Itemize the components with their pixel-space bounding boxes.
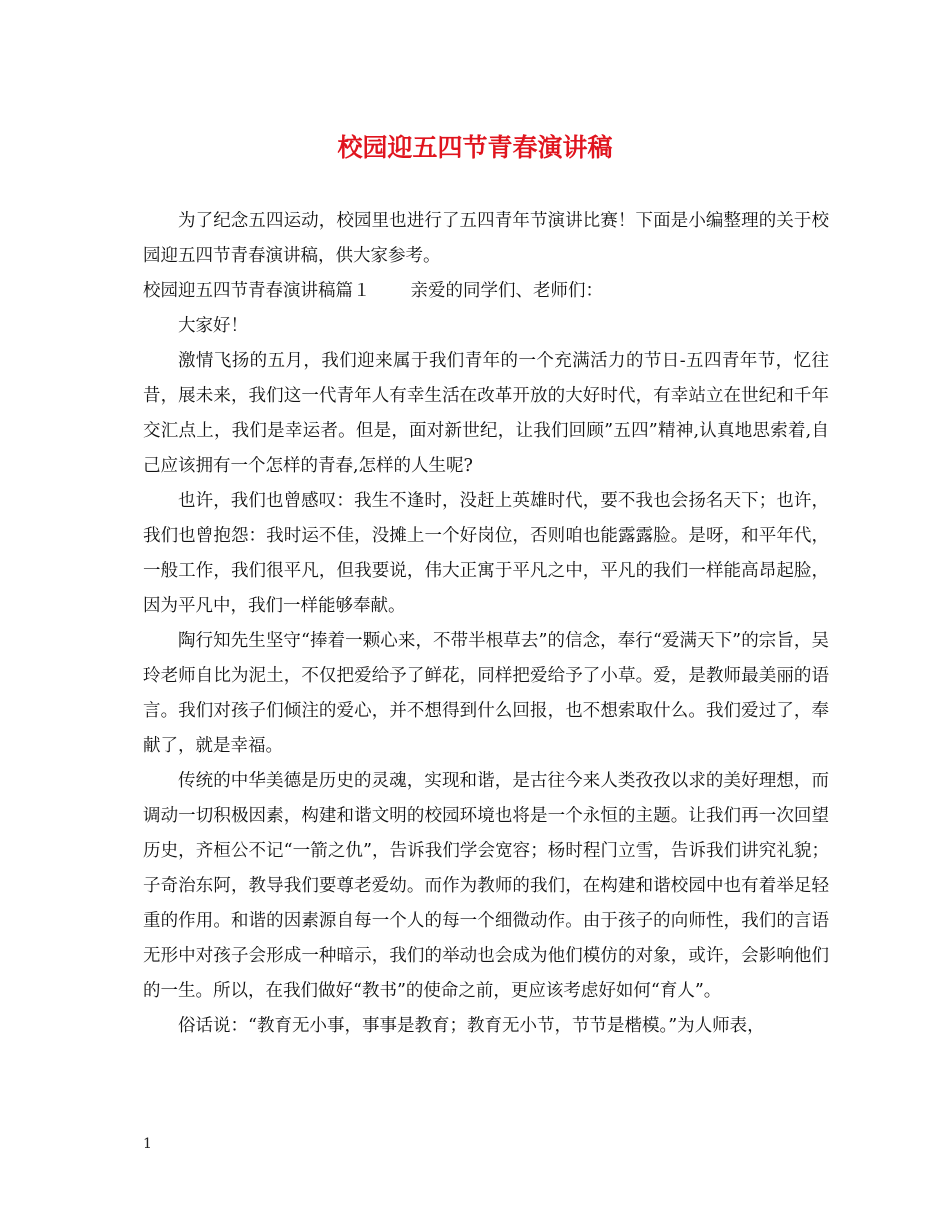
section-heading-line: [143, 274, 829, 309]
page-number: 1: [143, 1136, 152, 1152]
body-paragraph: 传统的中华美德是历史的灵魂，实现和谐，是古往今来人类孜孜以求的美好理想，而调动一切积极因素，构建和谐文明的校园环境也将是一个永恒的主题。让我们再一次回望历史，齐桓公不记“一箭之仇”，告诉我们学会宽容；杨时程门立雪，告诉我们讲究礼貌；子奇治东阿，教导我们要尊老爱幼。而作为教师的我们，在构建和谐校园中也有着举足轻重的作用。和谐的因素源自每一个人的每一个细微动作。由于孩子的向师性，我们的言语无形中对孩子会形成一种暗示，我们的举动也会成为他们模仿的对象，或许，会影响他们的一生。所以，在我们做好“教书”的使命之前，更应该考虑好如何“育人”。: [143, 771, 829, 1001]
section-heading: 校园迎五四节青春演讲稿篇１: [143, 281, 371, 301]
salutation: 亲爱的同学们、老师们：: [410, 281, 603, 301]
body-paragraph-greeting: 大家好！: [178, 316, 248, 336]
intro-paragraph: 为了纪念五四运动，校园里也进行了五四青年节演讲比赛！下面是小编整理的关于校园迎五四节青春演讲稿，供大家参考。: [143, 211, 829, 266]
body-paragraph: 陶行知先生坚守“捧着一颗心来，不带半根草去”的信念，奉行“爱满天下”的宗旨，吴玲老师自比为泥土，不仅把爱给予了鲜花，同样把爱给予了小草。爱，是教师最美丽的语言。我们对孩子们倾注的爱心，并不想得到什么回报，也不想索取什么。我们爱过了，奉献了，就是幸福。: [143, 631, 829, 756]
page-title: 校园迎五四节青春演讲稿: [337, 133, 613, 162]
body-paragraph: 激情飞扬的五月，我们迎来属于我们青年的一个充满活力的节日-五四青年节，忆往昔，展未来，我们这一代青年人有幸生活在改革开放的大好时代，有幸站立在世纪和千年交汇点上，我们是幸运者。但是，面对新世纪，让我们回顾”五四”精神,认真地思索着,自己应该拥有一个怎样的青春,怎样的人生呢?: [143, 351, 829, 476]
document-body: [143, 204, 829, 1044]
body-paragraph: 也许，我们也曾感叹：我生不逢时，没赶上英雄时代，要不我也会扬名天下；也许，我们也曾抱怨：我时运不佳，没摊上一个好岗位，否则咱也能露露脸。是呀，和平年代，一般工作，我们很平凡，但我要说，伟大正寓于平凡之中，平凡的我们一样能高昂起脸，因为平凡中，我们一样能够奉献。: [143, 491, 829, 616]
body-paragraph: 俗话说：“教育无小事，事事是教育；教育无小节，节节是楷模。”为人师表，: [178, 1016, 765, 1036]
